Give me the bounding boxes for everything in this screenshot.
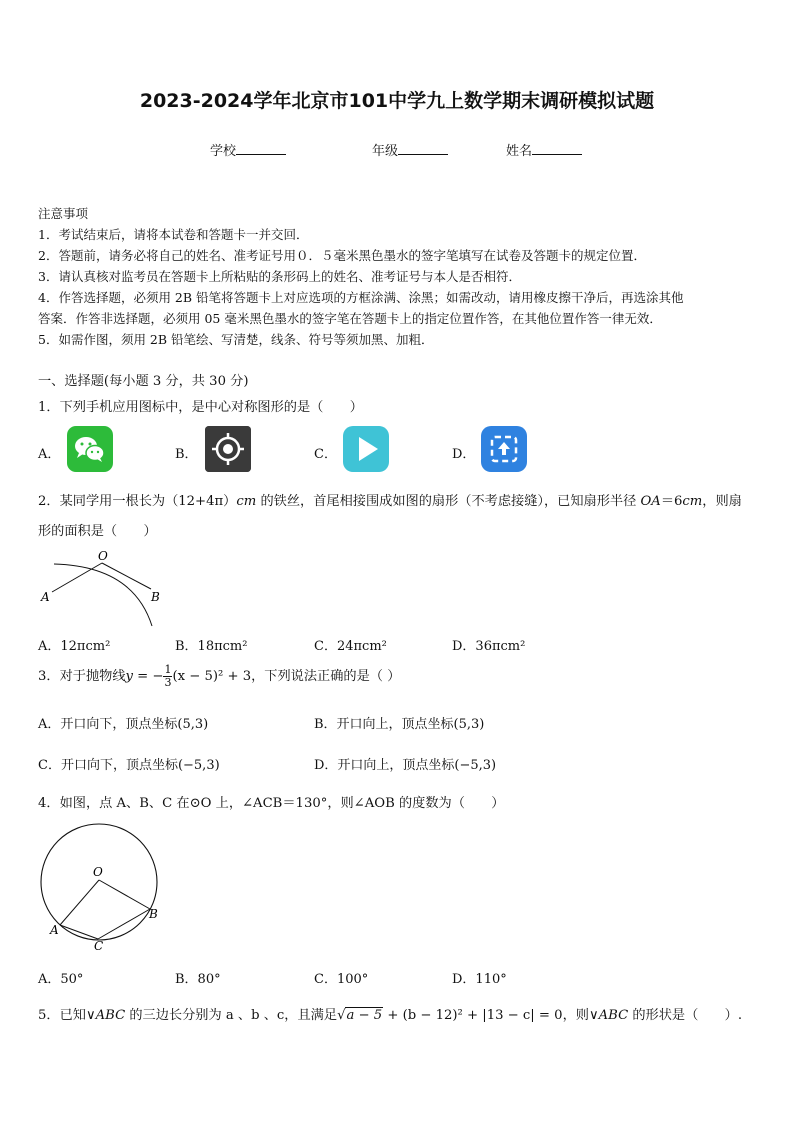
q4-option-b: B．80° (175, 972, 221, 987)
grade-field (372, 140, 448, 159)
q3-option-d: D．开口向上，顶点坐标(−5,3) (314, 758, 497, 773)
note-item: 2．答题前，请务必将自己的姓名、准考证号用０．５毫米黑色墨水的签字笔填写在试卷及答题卡的规定位置． (38, 248, 646, 263)
point-o-label: O (98, 549, 108, 563)
point-b-label: B (149, 907, 158, 921)
school-label: 学校 (210, 144, 237, 159)
play-icon (343, 426, 389, 472)
q4-option-a: A．50° (38, 972, 84, 987)
note-item: 答案．作答非选择题，必须用 05 毫米黑色墨水的签字笔在答题卡上的指定位置作答，在其他位置作答一律无效． (38, 311, 662, 326)
point-o-label: O (93, 865, 103, 879)
q2-option-d: D．36πcm² (452, 639, 526, 654)
grade-label: 年级 (372, 144, 399, 159)
q3-option-a: A．开口向下，顶点坐标(5,3) (38, 717, 209, 732)
wechat-icon (67, 426, 113, 472)
school-field (210, 140, 286, 159)
q3-option-c: C．开口向下，顶点坐标(−5,3) (38, 758, 220, 773)
q2-stem: 2．某同学用一根长为（12+4π）cm 的铁丝，首尾相接围成如图的扇形（不考虑接缝），已知扇形半径 OA＝6cm，则扇 (38, 494, 742, 509)
school-blank (236, 142, 286, 155)
note-item: 4．作答选择题，必须用 2B 铅笔将答题卡上对应选项的方框涂满、涂黑；如需改动，请用橡皮擦干净后，再选涂其他 (38, 290, 684, 305)
target-icon (205, 426, 251, 472)
q2-option-a: A．12πcm² (38, 639, 111, 654)
q3-option-b: B．开口向上，顶点坐标(5,3) (314, 717, 485, 732)
name-label: 姓名 (506, 144, 533, 159)
page-title: 2023-2024学年北京市101中学九上数学期末调研模拟试题 (139, 90, 655, 112)
q1-label-a: A． (38, 447, 61, 462)
note-item: 5．如需作图，须用 2B 铅笔绘、写清楚，线条、符号等须加黑、加粗． (38, 332, 434, 347)
circle-figure (36, 822, 166, 952)
sqrt-radicand: a − 5 (346, 1008, 383, 1023)
q4-stem: 4．如图，点 A、B、C 在⊙O 上，∠ACB＝130°，则∠AOB 的度数为（ ） (38, 796, 505, 811)
q1-label-c: C． (314, 447, 337, 462)
q2-option-b: B．18πcm² (175, 639, 248, 654)
fraction: $\frac{1}{3}$ (164, 663, 172, 689)
q5-stem: 5．已知∨ABC 的三边长分别为 a 、b 、c，且满足√a − 5 + (b − 12)² + |13 − c| = 0，则∨ABC 的形状是（ ）. (38, 1008, 743, 1023)
q1-label-b: B． (175, 447, 198, 462)
q2-stem-line2: 形的面积是（ ） (38, 524, 157, 539)
point-a-label: A (50, 923, 59, 937)
sector-figure (38, 546, 168, 628)
point-a-label: A (41, 590, 50, 604)
note-item: 1．考试结束后，请将本试卷和答题卡一并交回． (38, 227, 309, 242)
q2-option-c: C．24πcm² (314, 639, 387, 654)
point-b-label: B (151, 590, 160, 604)
upload-icon (481, 426, 527, 472)
q1-stem: 1．下列手机应用图标中，是中心对称图形的是（ ） (38, 400, 363, 415)
notes-heading: 注意事项 (38, 206, 89, 221)
section-heading: 一、选择题(每小题 3 分，共 30 分) (38, 374, 249, 389)
q4-option-d: D．110° (452, 972, 507, 987)
point-c-label: C (94, 939, 104, 952)
name-field (506, 140, 582, 159)
grade-blank (398, 142, 448, 155)
q1-label-d: D． (452, 447, 476, 462)
note-item: 3．请认真核对监考员在答题卡上所粘贴的条形码上的姓名、准考证号与本人是否相符． (38, 269, 521, 284)
name-blank (532, 142, 582, 155)
q4-option-c: C．100° (314, 972, 369, 987)
q3-stem: 3．对于抛物线y = − $\frac{1}{3}$ (x − 5)² + 3，下列说法正确的是（ ） (38, 663, 401, 689)
